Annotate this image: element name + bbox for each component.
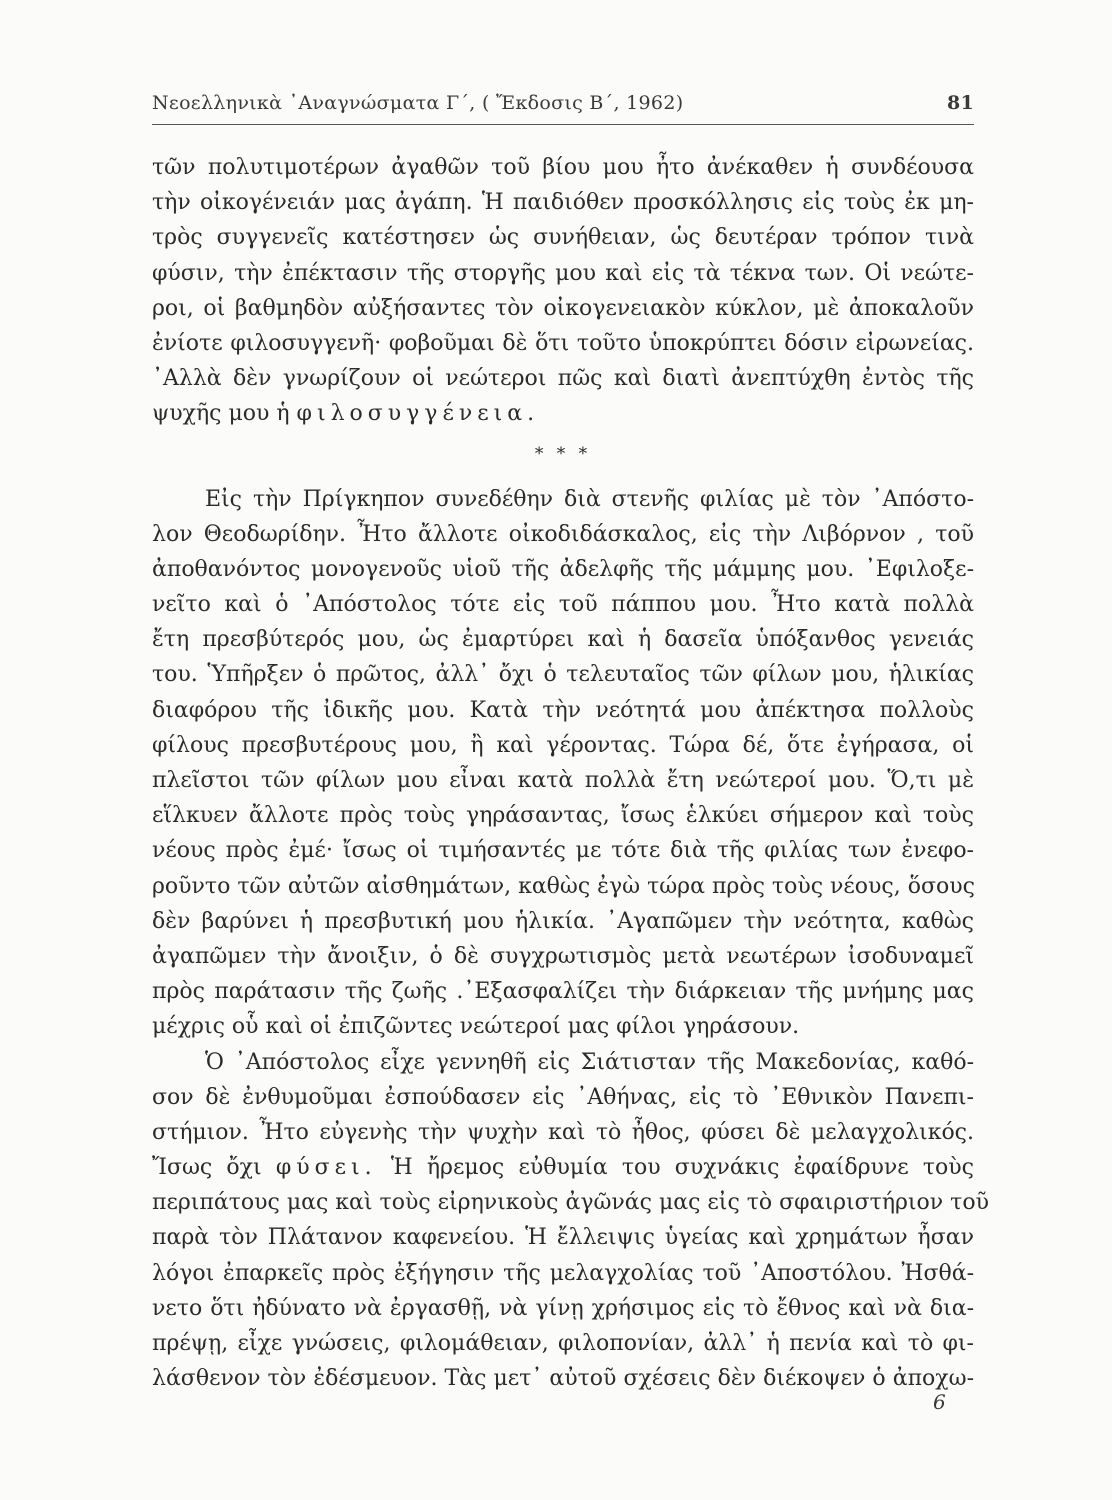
text-line: Εἰς τὴν Πρίγκηπον συνεδέθην διὰ στενῆς φιλίας μὲ τὸν ᾿Απόστο- (205, 486, 974, 512)
text-span: ψυχῆς μου ἡ (152, 401, 297, 427)
text-line: νεῖτο καὶ ὁ ᾿Απόστολος τότε εἰς τοῦ πάππου μου. Ἦτο κατὰ πολλὰ (152, 592, 974, 618)
text-line: ᾿Αλλὰ δὲν γνωρίζουν οἱ νεώτεροι πῶς καὶ διατὶ ἀνεπτύχθη ἐντὸς τῆς (152, 366, 974, 392)
text-line: λον Θεοδωρίδην. Ἦτο ἄλλοτε οἰκοδιδάσκαλος, εἰς τὴν Λιβόρνον , τοῦ (152, 521, 974, 547)
text-line: ἔτη πρεσβύτερός μου, ὡς ἐμαρτύρει καὶ ἡ δασεῖα ὑπόξανθος γενειάς (152, 627, 974, 653)
text-line: πρέψῃ, εἶχε γνώσεις, φιλομάθειαν, φιλοπονίαν, ἀλλ᾿ ἡ πενία καὶ τὸ φι- (152, 1331, 974, 1356)
text-span: Ἴσως ὄχι (152, 1155, 276, 1181)
text-span: Ἡ ἤρεμος εὐθυμία του συχνάκις ἐφαίδρυνε τοὺς (376, 1155, 974, 1181)
text-line: του. Ὑπῆρξεν ὁ πρῶτος, ἀλλ᾿ ὄχι ὁ τελευταῖος τῶν φίλων μου, ἡλικίας (152, 662, 974, 688)
text-line: ροι, οἱ βαθμηδὸν αὐξήσαντες τὸν οἰκογενειακὸν κύκλον, μὲ ἀποκαλοῦν (152, 295, 974, 321)
text-line: τρὸς συγγενεῖς κατέστησεν ὡς συνήθειαν, ὡς δευτέραν τρόπον τινὰ (152, 225, 974, 251)
text-line: φίλους πρεσβυτέρους μου, ἢ καὶ γέροντας. Τώρα δέ, ὅτε ἐγήρασα, οἱ (152, 732, 974, 758)
text-line: δὲν βαρύνει ἡ πρεσβυτική μου ἡλικία. ᾿Αγαπῶμεν τὴν νεότητα, καθὼς (152, 908, 974, 934)
text-line: νετο ὅτι ἠδύνατο νὰ ἐργασθῇ, νὰ γίνῃ χρήσιμος εἰς τὸ ἔθνος καὶ νὰ δια- (152, 1295, 974, 1321)
body-text (152, 150, 989, 1396)
header-rule (152, 124, 974, 125)
page-number: 81 (946, 92, 974, 114)
text-line (152, 396, 974, 431)
text-line: Ὁ ᾿Απόστολος εἶχε γεννηθῆ εἰς Σιάτισταν τῆς Μακεδονίας, καθό- (205, 1049, 974, 1075)
text-line: εἵλκυεν ἄλλοτε πρὸς τοὺς γηράσαντας, ἴσως ἑλκύει σήμερον καὶ τοὺς (152, 803, 974, 829)
text-line: φύσιν, τὴν ἐπέκτασιν τῆς στοργῆς μου καὶ εἰς τὰ τέκνα των. Οἱ νεώτε- (152, 260, 974, 286)
text-line: μέχρις οὗ καὶ οἱ ἐπιζῶντες νεώτεροί μας φίλοι γηράσουν. (152, 1014, 800, 1040)
text-line: ἀποθανόντος μονογενοῦς υἱοῦ τῆς ἀδελφῆς τῆς μάμμης μου. ᾿Εφιλοξε- (152, 556, 974, 582)
text-line: στήμιον. Ἦτο εὐγενὴς τὴν ψυχὴν καὶ τὸ ἦθος, φύσει δὲ μελαγχολικός. (152, 1119, 974, 1145)
text-line: πρὸς παράτασιν τῆς ζωῆς .᾿Εξασφαλίζει τὴν διάρκειαν τῆς μνήμης μας (152, 979, 974, 1005)
spaced-word: φιλοσυγγένεια. (296, 401, 540, 427)
text-line: ἐνίοτε φιλοσυγγενῆ· φοβοῦμαι δὲ ὅτι τοῦτο ὑποκρύπτει δόσιν εἰρωνείας. (152, 330, 974, 356)
running-head-title: Νεοελληνικὰ ᾿Αναγνώσματα Γ΄, ( Ἔκδοσις Β΄, 1962) (152, 92, 684, 114)
running-head (152, 92, 974, 122)
text-line: τῶν πολυτιμοτέρων ἀγαθῶν τοῦ βίου μου ἦτο ἀνέκαθεν ἡ συνδέουσα (152, 155, 974, 180)
text-line: περιπάτους μας καὶ τοὺς εἰρηνικοὺς ἀγῶνάς μας εἰς τὸ σφαιριστήριον τοῦ (152, 1190, 989, 1216)
text-line: τὴν οἰκογένειάν μας ἀγάπη. Ἡ παιδιόθεν προσκόλλησις εἰς τοὺς ἐκ μη- (152, 190, 974, 216)
text-line: παρὰ τὸν Πλάτανον καφενείου. Ἡ ἔλλειψις ὑγείας καὶ χρημάτων ἦσαν (152, 1225, 974, 1251)
text-line: λόγοι ἐπαρκεῖς πρὸς ἐξήγησιν τῆς μελαγχολίας τοῦ ᾿Αποστόλου. Ἠσθά- (152, 1260, 974, 1286)
text-line: ἀγαπῶμεν τὴν ἄνοιξιν, ὁ δὲ συγχρωτισμὸς μετὰ νεωτέρων ἰσοδυναμεῖ (152, 943, 974, 969)
section-separator: * * * (534, 443, 592, 464)
text-line: πλεῖστοι τῶν φίλων μου εἶναι κατὰ πολλὰ ἔτη νεώτεροί μου. Ὅ,τι μὲ (152, 768, 974, 793)
text-line: λάσθενον τὸν ἐδέσμευον. Τὰς μετ᾿ αὐτοῦ σχέσεις δὲν διέκοψεν ὁ ἀποχω- (152, 1366, 974, 1392)
spaced-word: φύσει. (275, 1155, 377, 1181)
text-line: νέους πρὸς ἐμέ· ἴσως οἱ τιμήσαντές με τότε διὰ τῆς φιλίας των ἐνεφο- (152, 838, 974, 864)
text-line (152, 1150, 974, 1185)
text-line: σον δὲ ἐνθυμοῦμαι ἐσπούδασεν εἰς ᾿Αθήνας, εἰς τὸ ᾿Εθνικὸν Πανεπι- (152, 1084, 974, 1110)
signature-mark: 6 (933, 1390, 946, 1414)
text-line: ροῦντο τῶν αὐτῶν αἰσθημάτων, καθὼς ἐγὼ τώρα πρὸς τοὺς νέους, ὅσους (152, 873, 975, 899)
text-line: διαφόρου τῆς ἰδικῆς μου. Κατὰ τὴν νεότητά μου ἀπέκτησα πολλοὺς (152, 697, 974, 723)
